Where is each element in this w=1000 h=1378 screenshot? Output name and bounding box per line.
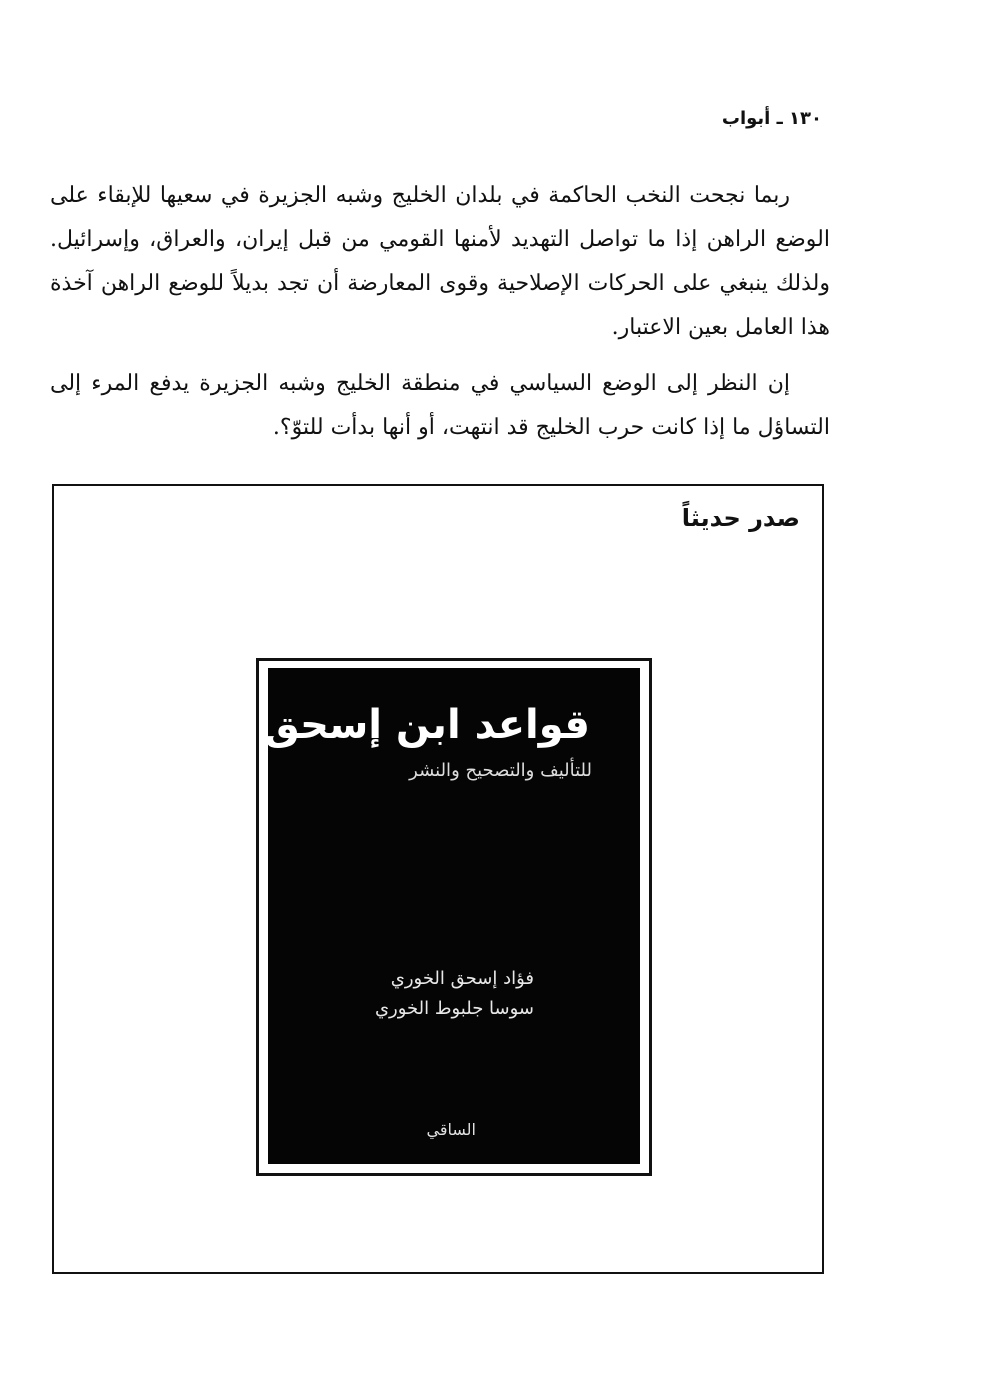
book-cover-publisher-logo: الساقي <box>426 1120 476 1139</box>
body-text <box>50 174 830 462</box>
book-cover-title: قواعد ابن إسحق <box>264 702 590 748</box>
book-cover-author-1: فؤاد إسحق الخوري <box>390 968 534 989</box>
body-paragraph-1: ربما نجحت النخب الحاكمة في بلدان الخليج وشبه الجزيرة في سعيها للإبقاء على الوضع الراهن إذا ما تواصل التهديد لأمنها القومي من قبل إيران، والعراق، وإسرائيل. ولذلك ينبغي على الحركات الإصلاحية وقوى المعارضة أن تجد بديلاً للوضع الراهن آخذة هذا العامل بعين الاعتبار. <box>50 183 830 340</box>
book-cover-author-2: سوسا جلبوط الخوري <box>374 998 534 1019</box>
body-paragraph-2: إن النظر إلى الوضع السياسي في منطقة الخليج وشبه الجزيرة يدفع المرء إلى التساؤل ما إذا كانت حرب الخليج قد انتهت، أو أنها بدأت للتوّ؟. <box>50 371 830 440</box>
book-cover-subtitle: للتأليف والتصحيح والنشر <box>409 760 592 781</box>
advertisement-heading: صدر حديثاً <box>681 504 800 532</box>
book-cover-authors <box>375 964 534 1024</box>
book-cover <box>264 668 640 1164</box>
running-head: ١٣٠ ـ أبواب <box>721 108 822 129</box>
